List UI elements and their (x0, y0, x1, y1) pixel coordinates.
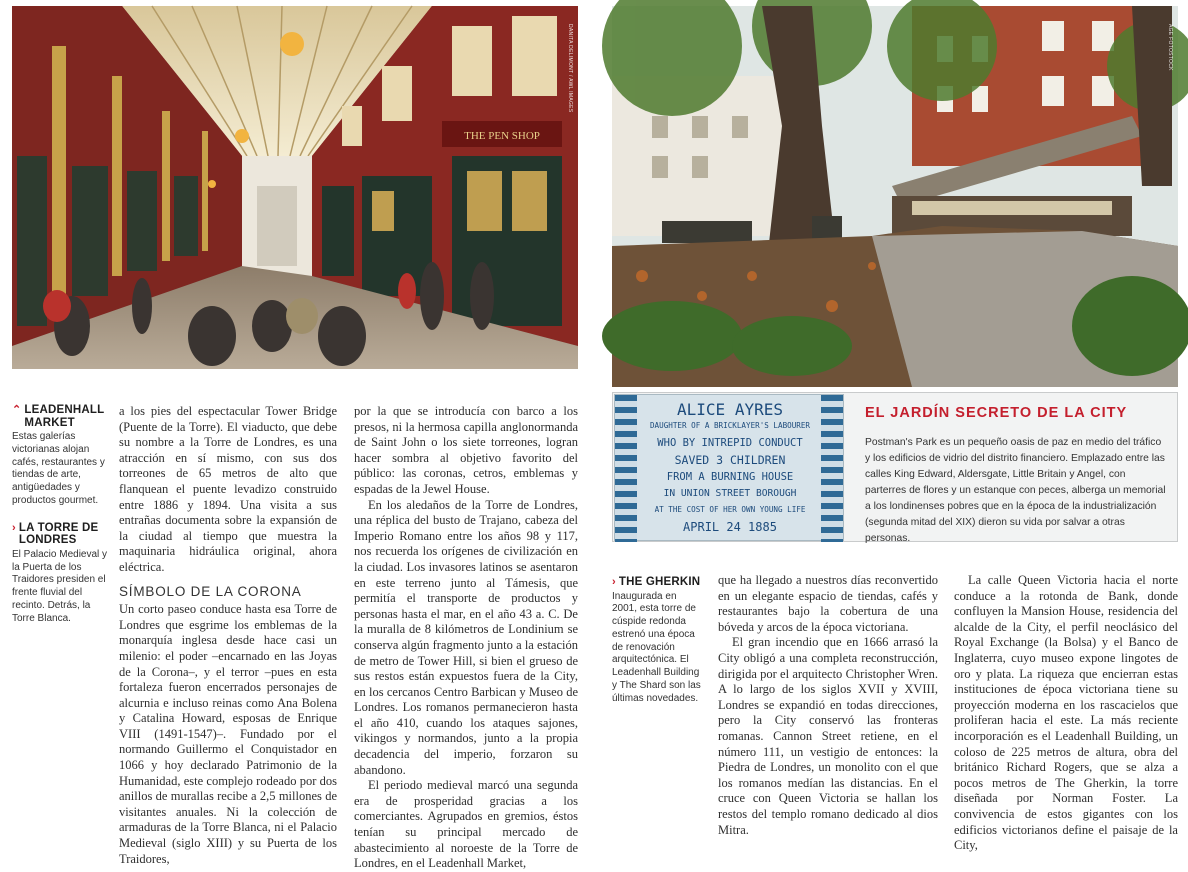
chevron-right-icon: › (12, 521, 16, 534)
paragraph: Un corto paseo conduce hasta esa Torre de Londres que esgrime los emblemas de la monarquía inglesa desde hace casi un milenio: el poder –encarnado en las Joyas de la Corona–, y el terror –pues en esta fortaleza fueron encerrados personajes de alcurnia e incluso reinas como Ana Bolena y Catalina Howard, esposas de Enrique VIII (1491-1547)–. Fundado por el normando Guillermo el Conquistador en 1066 y hoy declarado Patrimonio de la Humanidad, este complejo rodeado por dos anillos de murallas recibe a 2,5 millones de visitantes anuales. Ni la colección de armaduras de la Torre Blanca, ni el Palacio Medieval (siglo XIII) y su Puerta de los Traidores, (119, 602, 337, 866)
chevron-up-icon: ⌃ (12, 404, 22, 416)
paragraph: a los pies del espectacular Tower Bridge (Puente de la Torre). El viaducto, que debe su nombre a la Torre de Londres, es una atracción en sí mismo, con sus dos torreones de 65 metros de alto que flanquean el puente levadizo construido entre 1886 y 1894. Una visita a sus entrañas documenta sobre la expansión de la ciudad al tiempo que muestra la maquinaria hidráulica original, ahora eléctrica. (119, 404, 337, 574)
sidebar-text: El Palacio Medieval y la Puerta de los Traidores presiden el frente fluvial del recinto. Detrás, la Torre Blanca. (12, 548, 108, 624)
market-illustration (12, 6, 578, 369)
article-column-2 (354, 404, 578, 871)
tablet-line: WHO BY INTREPID CONDUCT (657, 437, 803, 449)
sidebar-heading (12, 522, 108, 547)
sidebar-text: Estas galerías victorianas alojan cafés, restaurantes y tiendas de arte, antigüedades y productos gourmet. (12, 431, 105, 506)
article-column-4 (954, 573, 1178, 853)
tablet-border-right (821, 395, 843, 542)
article-column-1 (119, 404, 337, 866)
sidebar-text: Inaugurada en 2001, esta torre de cúspide redonda estrenó una época de renovación arquitectónica. El Leadenhall Building y The Shard son las últimas novedades. (612, 590, 701, 704)
paragraph: El periodo medieval marcó una segunda era de prosperidad gracias a los comerciantes. Agrupados en gremios, éstos tenían su principal mercado de abastecimiento al noroeste de la Torre de Londres, en el Leadenhall Market, (354, 778, 578, 871)
sidebar-heading (612, 576, 704, 589)
paragraph: La calle Queen Victoria hacia el norte conduce a la rotonda de Bank, donde confluyen la Mansion House, residencia del alcalde de la City, el perfil neoclásico del Royal Exchange (la Bolsa) y el Banco de Inglaterra, cuyo museo expone lingotes de oro y plata. La riqueza que encierran estas instituciones de época victoriana tiene su proyección moderna en los rascacielos que proliferan hacia el este. La más reciente incorporación es el Leadenhall Building, un coloso de 225 metros de altura, obra del británico Richard Rogers, que se alza a pocos metros de The Gherkin, la torre diseñada por Norman Foster. La convivencia de estos gigantes con los edificios victorianos define el paisaje de la City, (954, 573, 1178, 853)
photo-credit: AGE FOTOSTOCK (1167, 24, 1173, 71)
right-sidebar (612, 576, 704, 720)
feature-text: Postman's Park es un pequeño oasis de paz en medio del tráfico y los edificios de vidrio del distrito financiero. Emplazado entre las calles King Edward, Aldersgate, Little Britain y Angel, con parterres de flores y un estanque con peces, alberga un memorial a los londinenses pobres que en la época de la industrialización (segunda mitad del XIX) dieron su vida por salvar a otras personas. (865, 437, 1166, 544)
tablet-line: DAUGHTER OF A BRICKLAYER'S LABOURER (649, 421, 810, 430)
svg-text:THE PEN SHOP: THE PEN SHOP (464, 130, 540, 142)
postmans-park-photo (612, 6, 1178, 387)
tablet-line: FROM A BURNING HOUSE (666, 471, 794, 483)
photo-credit: DANITA DELIMONT / AWL IMAGES (567, 24, 573, 113)
feature-box (612, 392, 1178, 542)
sidebar-title: LA TORRE DE LONDRES (18, 521, 99, 547)
garden-illustration (612, 6, 1178, 387)
tablet-line: ALICE AYRES (677, 400, 783, 419)
tablet-border-left (615, 395, 637, 542)
tablet-line: AT THE COST OF HER OWN YOUNG LIFE (654, 505, 806, 514)
paragraph: El gran incendio que en 1666 arrasó la City obligó a una completa reconstrucción, dirigida por el arquitecto Christopher Wren. A lo largo de los siglos XVII y XVIII, Londres se expandió en todas direcciones, pero la City conservó las fronteras romanas. Cannon Street retiene, en el número 111, un vestigio de entonces: la Piedra de Londres, un monolito con el que los romanos medían las distancias. En el cruce con Queen Victoria se hallan los restos del templo romano dedicado al dios Mitra. (718, 635, 938, 837)
leadenhall-market-photo (12, 6, 578, 369)
paragraph: que ha llegado a nuestros días reconvertido en un elegante espacio de tiendas, cafés y restaurantes bajo la cobertura de una bóveda y arcos de la época victoriana. (718, 573, 938, 634)
tablet-line: SAVED 3 CHILDREN (674, 453, 786, 467)
article-column-3 (718, 573, 938, 837)
memorial-tablet (614, 394, 844, 541)
section-heading: SÍMBOLO DE LA CORONA (119, 583, 302, 599)
chevron-right-icon: › (612, 576, 616, 588)
paragraph: En los aledaños de la Torre de Londres, una réplica del busto de Trajano, cabeza del Imperio Romano entre los años 98 y 117, nos recuerda los orígenes de civilización en la ciudad. Los invasores latinos se asentaron en este terreno junto al Támesis, que permitía el transporte de productos y personas hasta el mar, en el año 43 a. C. De la muralla de 8 kilómetros de Londinium se conserva algún fragmento junto a la estación de metro de Tower Hill, si bien el grueso de sus restos están expuestos fuera de la City, en los cercanos Centro Barbican y Museo de Londres. Los romanos permanecieron hasta el año 410, cuando los ataques sajones, vikingos y normandos, junto a la propia decadencia del imperio, forzaron su abandono. (354, 497, 578, 777)
sidebar-heading (12, 404, 108, 429)
tablet-line: APRIL 24 1885 (683, 520, 777, 534)
left-sidebar (12, 404, 108, 640)
tablet-line: IN UNION STREET BOROUGH (663, 488, 797, 499)
sidebar-title: THE GHERKIN (618, 576, 701, 588)
feature-title: EL JARDÍN SECRETO DE LA CITY (865, 405, 1128, 421)
paragraph: por la que se introducía con barco a los presos, ni la hermosa capilla anglonormanda de Saint John o los siete torreones, logran hacer sombra al objetivo favorito del público: las coronas, cetros, emblemas y espadas de la Jewel House. (354, 404, 578, 496)
sidebar-title: LEADENHALL MARKET (24, 404, 105, 429)
